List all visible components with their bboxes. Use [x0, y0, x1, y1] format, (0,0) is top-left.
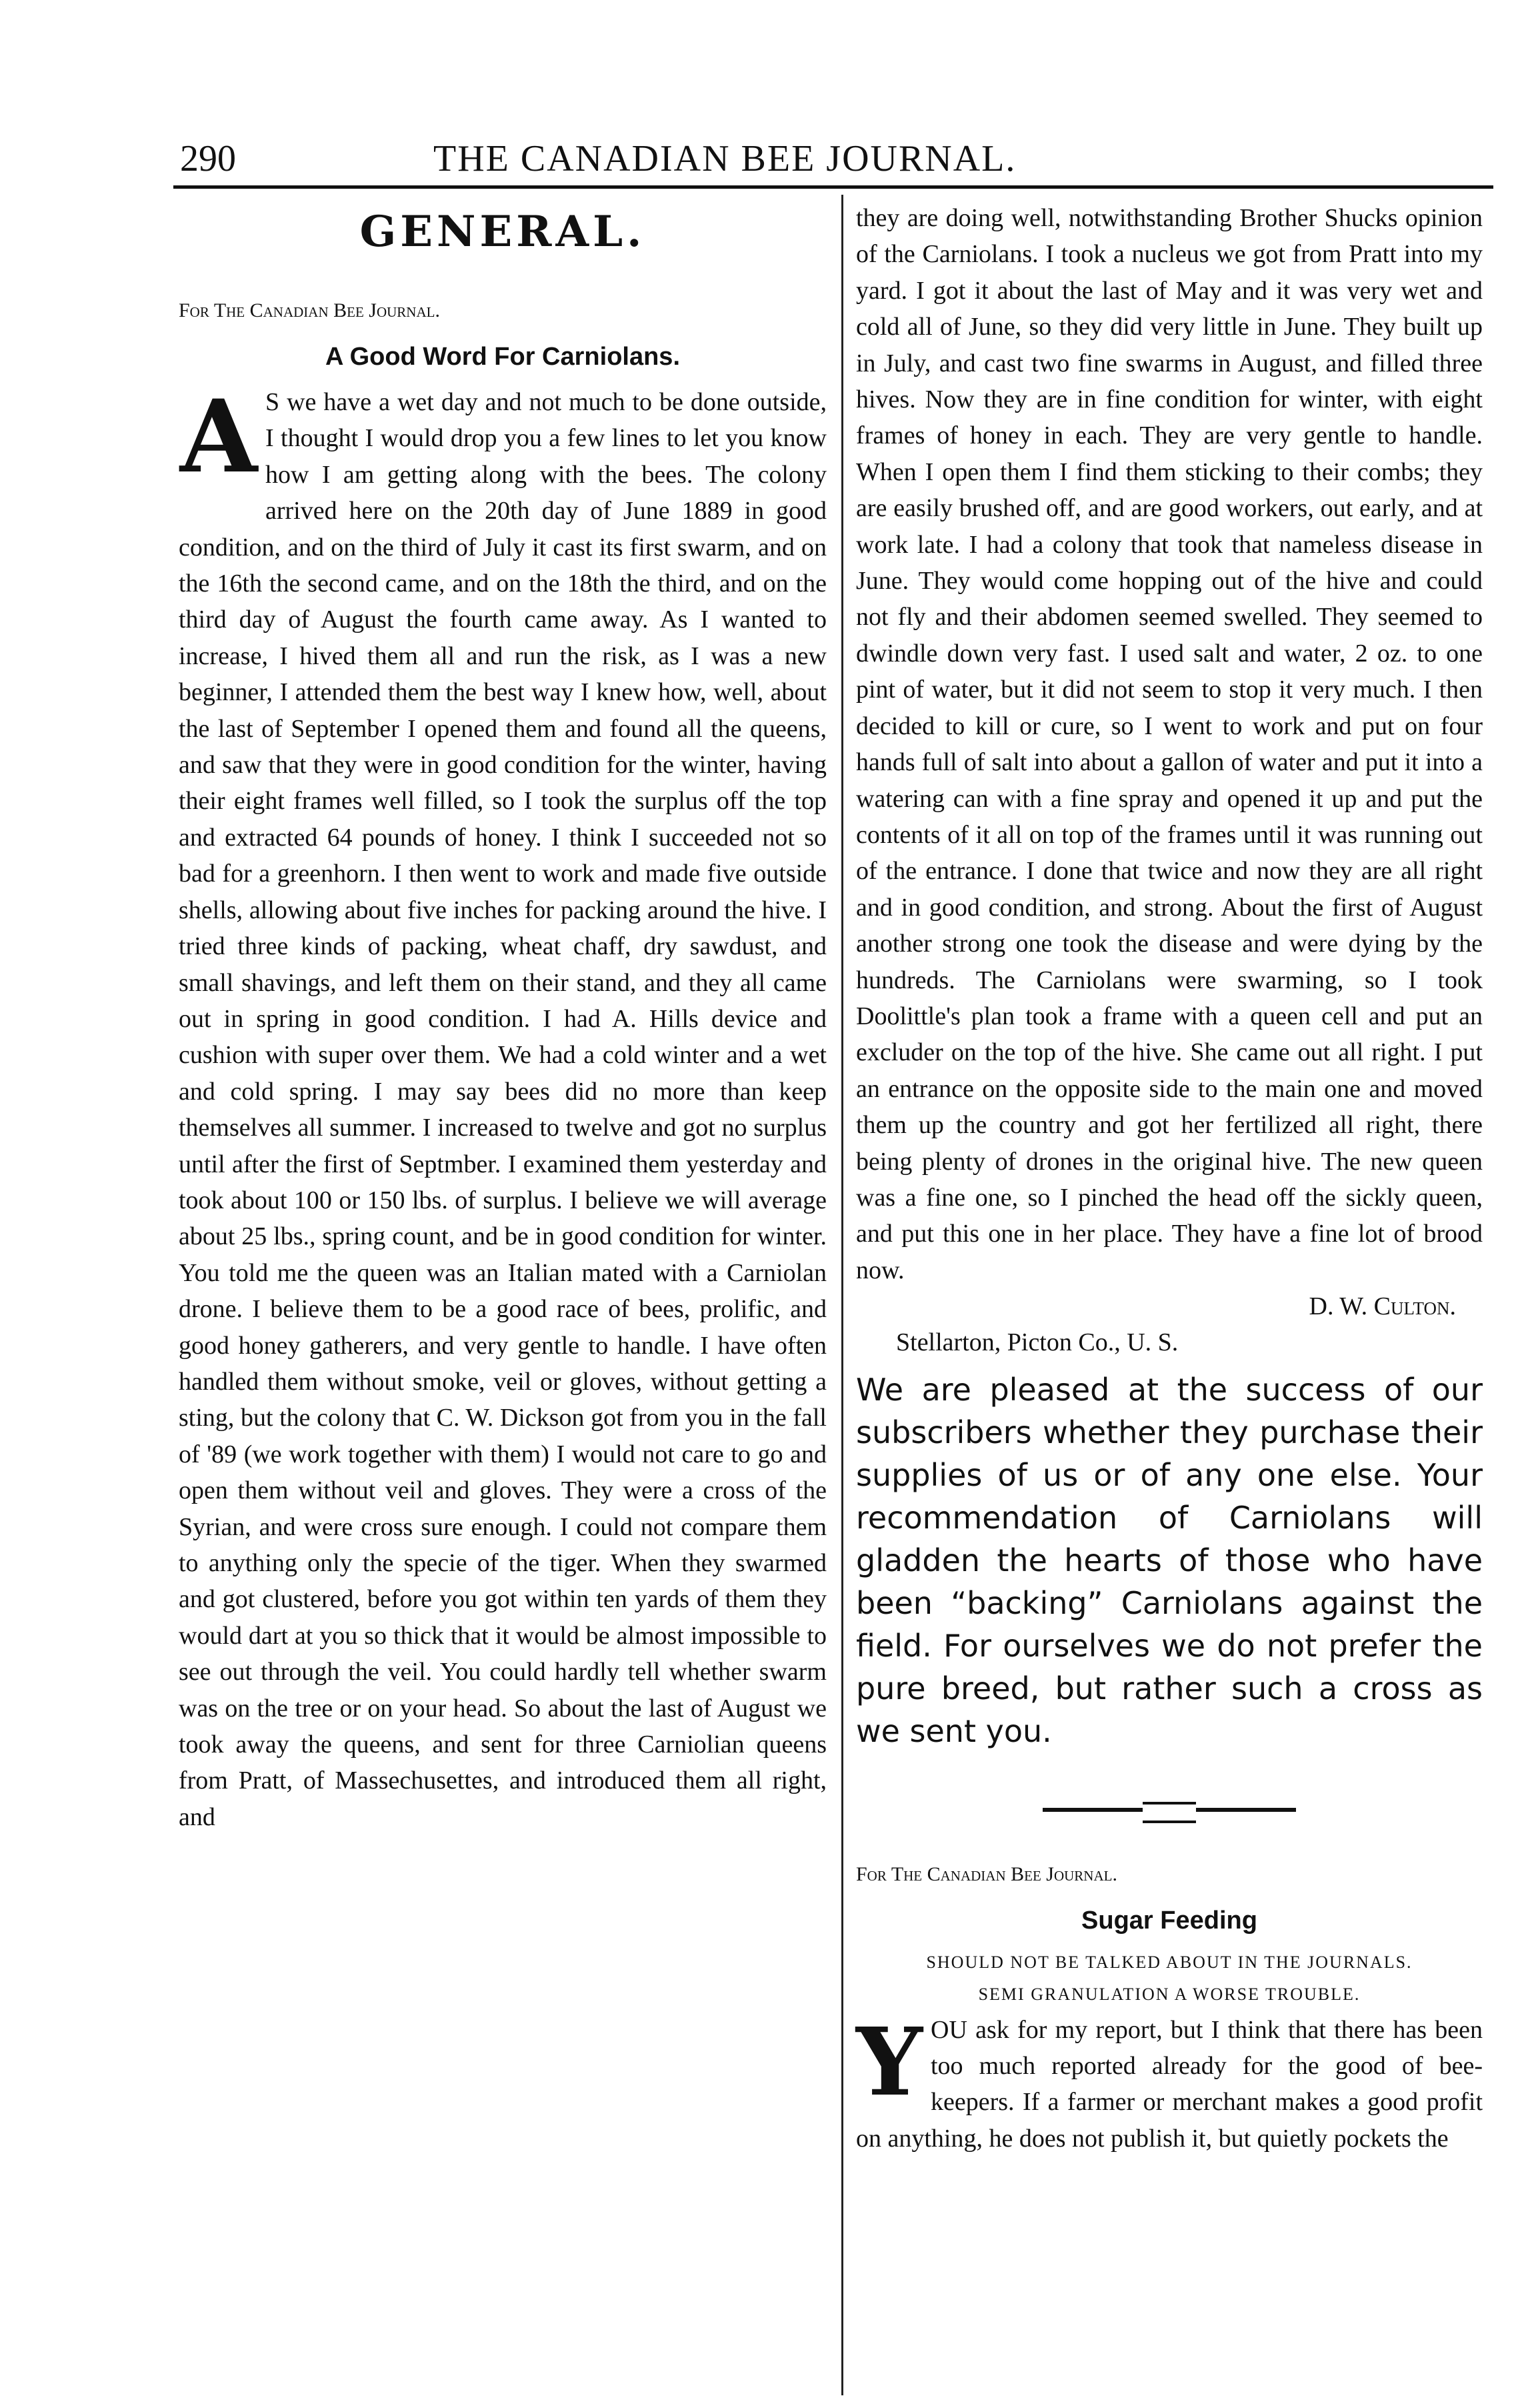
- dropcap-letter: A: [179, 378, 258, 495]
- left-column: [179, 200, 827, 1835]
- page-header: [180, 100, 1487, 180]
- article-subtitle-2: SEMI GRANULATION A WORSE TROUBLE.: [978, 1984, 1361, 2004]
- article-title: A Good Word For Carniolans.: [325, 343, 680, 371]
- page-number: 290: [180, 138, 236, 179]
- divider-icon: [1043, 1808, 1296, 1812]
- header-rule: [173, 185, 1493, 189]
- article-title-2: Sugar Feeding: [1081, 1906, 1257, 1935]
- for-line-2: For The Canadian Bee Journal.: [856, 1863, 1117, 1885]
- article-body-continued: [856, 200, 1483, 1288]
- author-location: Stellarton, Picton Co., U. S.: [896, 1328, 1179, 1357]
- article-body-2: [856, 2007, 1483, 2157]
- running-title: THE CANADIAN BEE JOURNAL.: [433, 138, 1017, 179]
- author-signature: D. W. Culton.: [1309, 1292, 1456, 1321]
- article-paragraph-2: OU ask for my report, but I think that there has been too much reported already for the good of bee-keepers. If a farmer or merchant makes a good profit on anything, he does not publish it, but quietly pockets the: [856, 2015, 1483, 2153]
- article-subtitle-1: SHOULD NOT BE TALKED ABOUT IN THE JOURNALS.: [926, 1952, 1413, 1972]
- article-paragraph: S we have a wet day and not much to be done outside, I thought I would drop you a few lines to let you know how I am getting along with the bees. The colony arrived here on the 20th day of June 1889 in good condition, and on the third of July it cast its first swarm, and on the 16th the second came, and on the 18th the third, and on the third day of August the fourth came away. As I wanted to increase, I hived them all and run the risk, as I was a new beginner, I attended them the best way I knew how, well, about the last of September I opened them and found all the queens, and saw that they were in good condition for the winter, having their eight frames well filled, so I took the surplus off the top and extracted 64 pounds of honey. I think I succeeded not so bad for a greenhorn. I then went to work and made five outside shells, allowing about five inches for packing around the hive. I tried three kinds of packing, wheat chaff, dry sawdust, and small shavings, and left them on their stand, and they all came out in spring in good condition. I had A. Hills device and cushion with super over them. We had a cold winter and a wet and cold spring. I may say bees did no more than keep themselves all summer. I increased to twelve and got no surplus until after the first of Septmber. I examined them yesterday and took about 100 or 150 lbs. of surplus. I believe we will average about 25 lbs., spring count, and be in good condition for winter. You told me the queen was an Italian mated with a Carniolan drone. I believe them to be a good race of bees, prolific, and good honey gatherers, and very gentle to handle. I have often handled them without smoke, veil or gloves, without getting a sting, but the colony that C. W. Dickson got from you in the fall of '89 (we work together with them) I would not care to go and open them without veil and gloves. They were a cross of the Syrian, and were cross sure enough. I could not compare them to anything only the specie of the tiger. When they swarmed and got clustered, before you got within ten yards of them they would dart at you so thick that it would be almost impossible to see out through the veil. You could hardly tell whether swarm was on the tree or on your head. So about the last of August we took away the queens, and sent for three Carniolian queens from Pratt, of Massechusettes, and introduced them all right, and: [179, 388, 827, 1831]
- for-line: For The Canadian Bee Journal.: [179, 299, 440, 321]
- article-body: [179, 378, 827, 1835]
- section-divider-ornament: [856, 1786, 1483, 1822]
- editor-note: We are pleased at the success of our subscribers whether they purchase their supplies of us or of any one else. Your recommendation of Carniolans will gladden the hearts of those who have been “backing” Carniolans against the field. For ourselves we do not prefer the pure breed, but rather such a cross as we sent you.: [856, 1372, 1483, 1750]
- dropcap-letter-2: Y: [856, 2007, 923, 2117]
- section-heading: GENERAL.: [359, 207, 646, 257]
- column-rule: [841, 195, 843, 2395]
- right-column: [856, 200, 1483, 2157]
- article-paragraph-continued: they are doing well, notwithstanding Brother Shucks opinion of the Carniolans. I took a nucleus we got from Pratt into my yard. I got it about the last of May and it was very wet and cold all of June, so they did very little in June. They built up in July, and cast two fine swarms in August, and filled three hives. Now they are in fine condition for winter, with eight frames of honey in each. They are very gentle to handle. When I open them I find them sticking to their combs; they are easily brushed off, and are good workers, out early, and at work late. I had a colony that took that nameless disease in June. They would come hopping out of the hive and could not fly and their abdomen seemed swelled. They seemed to dwindle down very fast. I used salt and water, 2 oz. to one pint of water, but it did not seem to stop it very much. I then decided to kill or cure, so I went to work and put on four hands full of salt into about a gallon of water and put it into a watering can with a fine spray and opened it up and put the contents of it all on top of the frames until it was running out of the entrance. I done that twice and now they are all right and in good condition, and strong. About the first of August another strong one took the disease and were dying by the hundreds. The Carniolans were swarming, so I took Doolittle's plan took a frame with a queen cell and put an excluder on the top of the hive. She came out all right. I put an entrance on the opposite side to the main one and moved them up the country and got her fertilized all right, there being plenty of drones in the original hive. The new queen was a fine one, so I pinched the head off the sickly queen, and put this one in her place. They have a fine lot of brood now.: [856, 204, 1483, 1284]
